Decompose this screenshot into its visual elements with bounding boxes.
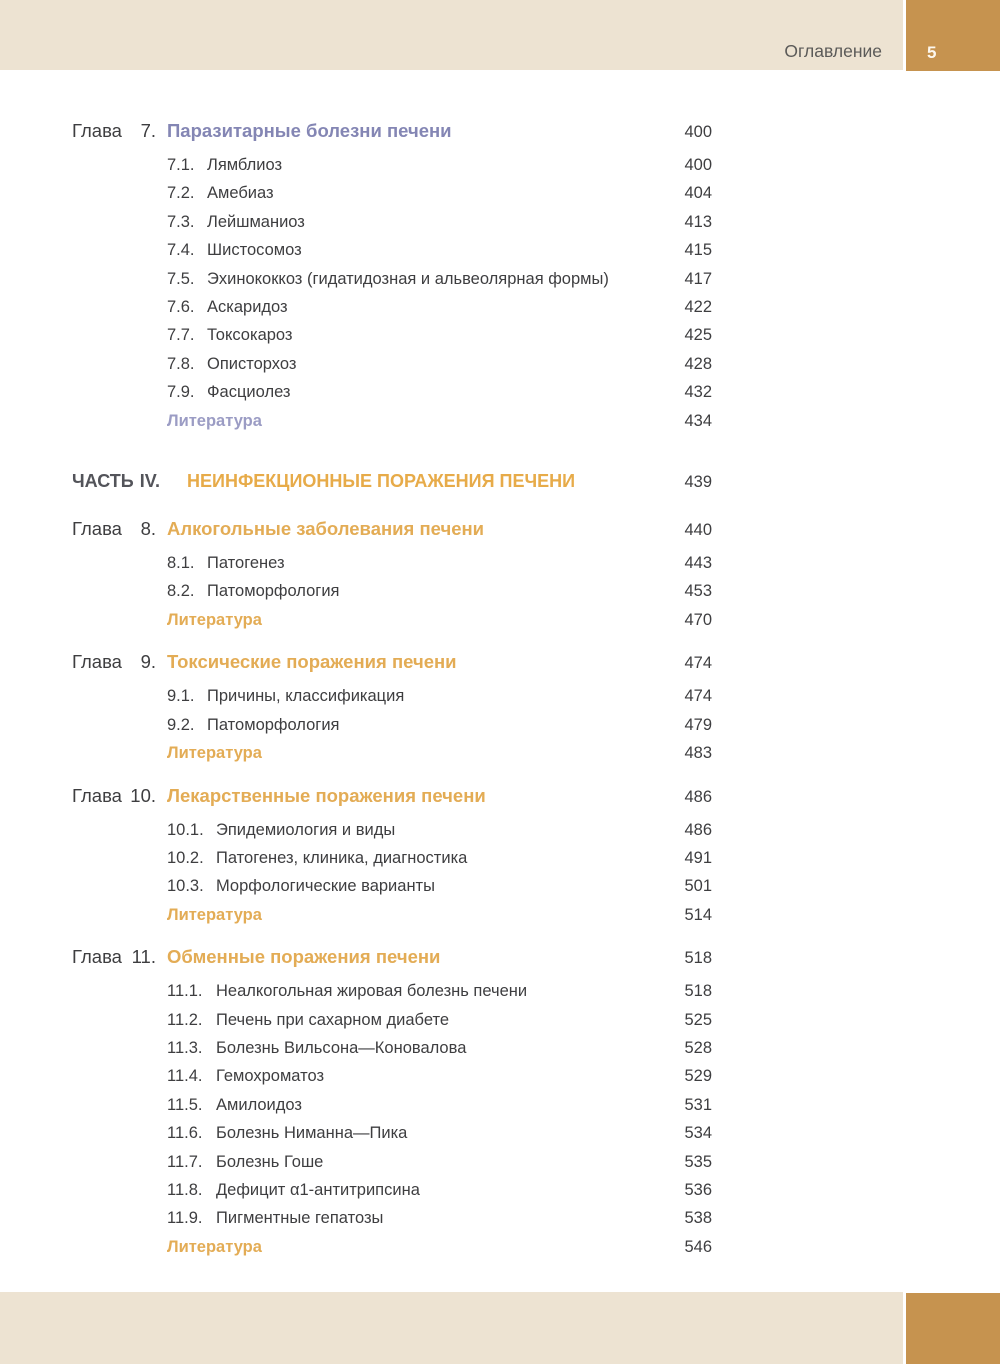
toc-item-title: Амилоидоз: [216, 1095, 302, 1114]
toc-item-number: 10.2.: [167, 848, 204, 867]
toc-section-label-word: Глава: [72, 120, 122, 141]
toc-item-page-number: 443: [684, 554, 712, 573]
toc-item-page-number: 518: [684, 982, 712, 1001]
toc-item: [167, 1119, 712, 1147]
toc-section-title: Лекарственные поражения печени: [167, 784, 486, 806]
toc-section-label: [72, 647, 156, 677]
toc-item: [167, 816, 712, 844]
toc-section-page-number: 486: [684, 787, 712, 806]
page-number-badge: [906, 0, 1000, 71]
toc-item-title: Причины, классификация: [207, 687, 405, 706]
toc-item-page-number: 417: [684, 269, 712, 288]
toc-item: [167, 1062, 712, 1090]
toc-item-number: 11.6.: [167, 1124, 203, 1143]
toc-item: [167, 711, 712, 739]
toc-item: [167, 1034, 712, 1062]
toc-item-number: 11.5.: [167, 1095, 203, 1114]
toc-item: [167, 901, 712, 929]
toc-item-page-number: 479: [684, 715, 712, 734]
footer-band: [0, 1292, 903, 1364]
toc-section-label: [72, 116, 156, 146]
toc-item-number: 7.9.: [167, 383, 195, 402]
toc-section-page-number: 439: [684, 473, 712, 492]
toc-item-number: 8.1.: [167, 554, 195, 573]
toc-section-heading: [72, 942, 712, 973]
toc-item-number: 10.3.: [167, 877, 204, 896]
toc-section-title: Паразитарные болезни печени: [167, 120, 452, 141]
toc-item-title: Эхинококкоз (гидатидозная и альвеолярная формы): [207, 269, 609, 288]
toc-item-number: 7.5.: [167, 269, 195, 288]
toc-item-number: 7.1.: [167, 156, 195, 174]
toc-item-page-number: 535: [684, 1152, 712, 1171]
toc-item-title: Морфологические варианты: [216, 877, 435, 896]
toc-item-page-number: 529: [684, 1067, 712, 1086]
toc-item-title: Патогенез: [207, 554, 285, 573]
toc-item-page-number: 415: [684, 241, 712, 260]
toc-item: [167, 293, 712, 321]
toc-item-title: Литература: [167, 411, 262, 430]
toc-item-page-number: 501: [684, 877, 712, 896]
toc-item-page-number: 491: [684, 848, 712, 867]
toc-item: [167, 577, 712, 605]
toc-section-page-number: 474: [684, 654, 712, 673]
toc-item-title: Патоморфология: [207, 715, 340, 734]
toc-section-label-word: Глава: [72, 784, 122, 806]
toc-item-page-number: 514: [684, 905, 712, 924]
toc-item: [167, 549, 712, 577]
toc-item-page-number: 453: [684, 582, 712, 601]
toc-item-number: 11.2.: [167, 1010, 203, 1029]
toc-item: [167, 179, 712, 207]
toc-section-label-word: Глава: [72, 946, 122, 968]
toc-item-page-number: 413: [684, 212, 712, 231]
toc-section-items: [72, 816, 712, 930]
toc-item: [167, 378, 712, 406]
toc-section-label-word: Глава: [72, 651, 122, 673]
toc-section-label: [72, 466, 175, 496]
toc-section-title: Обменные поражения печени: [167, 946, 441, 968]
toc-item-title: Болезнь Ниманна—Пика: [216, 1124, 408, 1143]
toc-item-number: 7.4.: [167, 241, 195, 260]
toc-item-page-number: 528: [684, 1038, 712, 1057]
toc-item-page-number: 483: [684, 744, 712, 763]
toc-section-label-word: Глава: [72, 518, 122, 540]
toc-section: [72, 514, 712, 634]
toc-item-title: Гемохроматоз: [216, 1067, 325, 1086]
toc-item-title: Литература: [167, 744, 262, 763]
toc-item-title: Лейшманиоз: [207, 212, 305, 231]
toc-item-number: 7.7.: [167, 326, 195, 345]
toc-section: [72, 647, 712, 767]
toc-item-title: Неалкогольная жировая болезнь печени: [216, 982, 528, 1001]
toc-item: [167, 1176, 712, 1204]
toc-item-title: Литература: [167, 610, 262, 629]
toc-item-number: 7.3.: [167, 212, 195, 231]
toc-section-title: Токсические поражения печени: [167, 651, 457, 673]
toc-item-title: Лямблиоз: [207, 156, 283, 174]
toc-section-label-word: ЧАСТЬ: [72, 471, 134, 492]
toc-item-page-number: 425: [684, 326, 712, 345]
toc-item: [167, 844, 712, 872]
toc-section-heading: [72, 466, 712, 497]
toc-item-page-number: 531: [684, 1095, 712, 1114]
toc-item: [167, 151, 712, 179]
toc-section-label-number: 11.: [131, 946, 156, 968]
toc-item: [167, 407, 712, 435]
toc-section: [72, 466, 712, 497]
toc-item: [167, 1091, 712, 1119]
toc-item-page-number: 470: [684, 610, 712, 629]
toc-section-page-number: 440: [684, 521, 712, 540]
toc-item-title: Дефицит α1-антитрипсина: [216, 1180, 420, 1199]
toc-section-heading: [72, 514, 712, 545]
toc-item-title: Пигментные гепатозы: [216, 1209, 384, 1228]
toc-section-heading: [72, 116, 712, 147]
toc-section-label-number: 10.: [130, 784, 156, 806]
toc-item-title: Болезнь Гоше: [216, 1152, 324, 1171]
toc-item: [167, 350, 712, 378]
toc-section-heading: [72, 647, 712, 678]
toc-item-title: Токсокароз: [207, 326, 293, 345]
toc-item-title: Литература: [167, 905, 262, 924]
footer-accent-block: [906, 1293, 1000, 1364]
toc-item-title: Литература: [167, 1237, 262, 1256]
toc-item-number: 11.9.: [167, 1209, 203, 1228]
toc-item: [167, 872, 712, 900]
toc-item-number: 11.7.: [167, 1152, 203, 1171]
toc-item-number: 10.1.: [167, 820, 204, 839]
toc-item-title: Эпидемиология и виды: [216, 820, 396, 839]
toc-item: [167, 1006, 712, 1034]
toc-item-number: 7.8.: [167, 354, 195, 373]
running-header-title: Оглавление: [784, 41, 882, 61]
toc-item-page-number: 474: [684, 687, 712, 706]
toc-section-heading: [72, 781, 712, 812]
toc-item: [167, 1233, 712, 1261]
toc-item-title: Описторхоз: [207, 354, 297, 373]
toc-item-number: 11.1.: [167, 982, 203, 1001]
toc-item: [167, 321, 712, 349]
toc-item-number: 9.1.: [167, 687, 195, 706]
toc-item-title: Аскаридоз: [207, 298, 288, 317]
toc-item-title: Патогенез, клиника, диагностика: [216, 848, 468, 867]
toc-item-title: Болезнь Вильсона—Коновалова: [216, 1038, 467, 1057]
toc-section-page-number: 518: [684, 949, 712, 968]
toc-section-title: НЕИНФЕКЦИОННЫЕ ПОРАЖЕНИЯ ПЕЧЕНИ: [187, 471, 576, 492]
toc-section-label: [72, 942, 156, 972]
toc-item-page-number: 432: [684, 383, 712, 402]
toc-item: [167, 1148, 712, 1176]
toc-section-items: [72, 549, 712, 634]
toc-item: [167, 208, 712, 236]
toc-section-items: [72, 977, 712, 1261]
toc-item-page-number: 422: [684, 298, 712, 317]
toc-item-page-number: 546: [684, 1237, 712, 1256]
toc-item: [167, 606, 712, 634]
toc-item-title: Амебиаз: [207, 184, 274, 203]
page-number: 5: [927, 43, 937, 62]
toc-item-page-number: 400: [684, 156, 712, 174]
toc-item-page-number: 404: [684, 184, 712, 203]
toc-section-page-number: 400: [684, 123, 712, 141]
toc-item-number: 8.2.: [167, 582, 195, 601]
toc-item-page-number: 536: [684, 1180, 712, 1199]
toc-section-label-number: 8.: [140, 518, 156, 540]
toc-section-title: Алкогольные заболевания печени: [167, 518, 485, 540]
toc-item-title: Шистосомоз: [207, 241, 302, 260]
toc-item-page-number: 538: [684, 1209, 712, 1228]
toc-section-label-number: 9.: [140, 651, 156, 673]
toc-item: [167, 682, 712, 710]
toc-item-page-number: 434: [684, 411, 712, 430]
toc-item: [167, 265, 712, 293]
toc-section: [72, 116, 712, 435]
toc-item: [167, 977, 712, 1005]
toc-section-items: [72, 151, 712, 435]
toc-item-number: 9.2.: [167, 715, 195, 734]
running-header-band: [0, 0, 903, 70]
toc-item: [167, 739, 712, 767]
toc-item: [167, 236, 712, 264]
toc-section: [72, 781, 712, 930]
toc-list: [72, 116, 712, 1261]
toc-section: [72, 942, 712, 1261]
toc-item-title: Патоморфология: [207, 582, 340, 601]
toc-item-page-number: 525: [684, 1010, 712, 1029]
toc-item-page-number: 428: [684, 354, 712, 373]
toc-section-label-number: IV.: [139, 471, 161, 492]
toc-item-number: 11.3.: [167, 1038, 203, 1057]
toc-section-label: [72, 514, 156, 544]
toc-item-page-number: 486: [684, 820, 712, 839]
toc-item-number: 7.6.: [167, 298, 195, 317]
toc-item-number: 7.2.: [167, 184, 195, 203]
toc-section-label-number: 7.: [140, 120, 156, 141]
toc-item-number: 11.4.: [167, 1067, 203, 1086]
toc-item-page-number: 534: [684, 1124, 712, 1143]
toc-item-title: Фасциолез: [207, 383, 291, 402]
toc-section-label: [72, 781, 156, 811]
toc-item: [167, 1204, 712, 1232]
toc-item-number: 11.8.: [167, 1180, 203, 1199]
toc-section-items: [72, 682, 712, 767]
toc-item-title: Печень при сахарном диабете: [216, 1010, 449, 1029]
